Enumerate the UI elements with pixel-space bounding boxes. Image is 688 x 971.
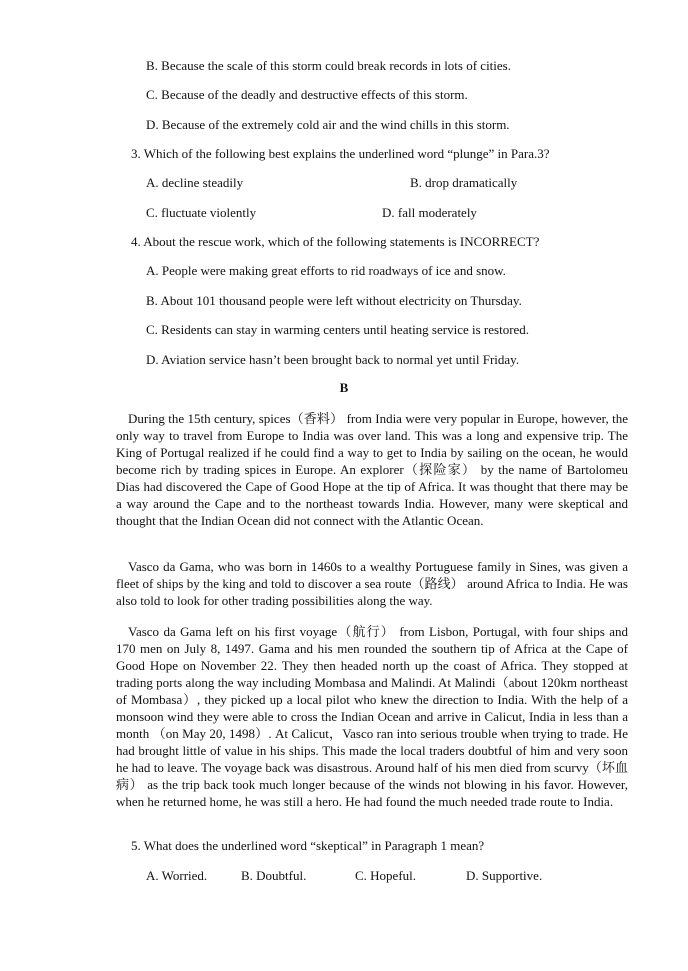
q4-option-d: D. Aviation service hasn’t been brought back to normal yet until Friday. [146,352,520,367]
q3-option-d: D. fall moderately [382,205,477,220]
q5-option-c: C. Hopeful. [355,868,417,883]
q5-option-b: B. Doubtful. [241,868,307,883]
q2-option-d: D. Because of the extremely cold air and the wind chills in this storm. [146,117,510,132]
passage-paragraph-3 [116,623,628,810]
q5-option-a: A. Worried. [146,868,208,883]
paragraph-text: Vasco da Gama left on his first voyage（航行） from Lisbon, Portugal, with four ships and 170 men on July 8, 1497. Gama and his men rounded the southern tip of Africa at the Cape of Good Hope on November 22. They then headed north up the coast of Africa. They stopped at trading ports along the way including Mombasa and Malindi. At Malindi（about 120km northeast of Mombasa）, they picked up a local pilot who knew the direction to India. With the help of a monsoon wind they were able to cross the Indian Ocean and arrive in Calicut, India in less than a month （on May 20, 1498）. At Calicut，Vasco ran into serious trouble when trying to trade. He had brought little of value in his ships. This made the local traders doubtful of him and very soon he had to leave. The voyage back was disastrous. Around half of his men died from scurvy（坏血病） as the trip back took much longer because of the winds not blowing in his favor. However, when he returned home, he was still a hero. He had found the much needed trade route to India. [116,624,628,809]
passage-paragraph-1 [116,410,628,529]
q4-option-b: B. About 101 thousand people were left without electricity on Thursday. [146,293,522,308]
q2-option-c: C. Because of the deadly and destructive effects of this storm. [146,87,468,102]
q3-stem: 3. Which of the following best explains the underlined word “plunge” in Para.3? [131,146,550,161]
paragraph-text: Vasco da Gama, who was born in 1460s to a wealthy Portuguese family in Sines, was given a fleet of ships by the king and told to discover a sea route（路线） around Africa to India. He was also told to look for other trading possibilities along the way. [116,559,628,608]
q5-stem: 5. What does the underlined word “skeptical” in Paragraph 1 mean? [131,838,485,853]
q3-option-c: C. fluctuate violently [146,205,257,220]
q5-option-d: D. Supportive. [466,868,543,883]
q3-option-b: B. drop dramatically [410,175,518,190]
q4-option-c: C. Residents can stay in warming centers until heating service is restored. [146,322,530,337]
section-title: B [339,380,349,395]
q4-stem: 4. About the rescue work, which of the following statements is INCORRECT? [131,234,540,249]
paragraph-text: During the 15th century, spices（香料） from India were very popular in Europe, however, the only way to travel from Europe to India was over land. This was a long and expensive trip. The King of Portugal realized if he could find a way to get to India by sailing on the ocean, he would become rich by trading spices in Europe. An explorer（探险家） by the name of Bartolomeu Dias had discovered the Cape of Good Hope at the tip of Africa. It was thought that there may be a way around the Cape and to the northeast towards India. However, many were skeptical and thought that the Indian Ocean did not connect with the Atlantic Ocean. [116,411,628,528]
passage-paragraph-2 [116,558,628,609]
q4-option-a: A. People were making great efforts to rid roadways of ice and snow. [146,263,506,278]
q2-option-b: B. Because the scale of this storm could break records in lots of cities. [146,58,511,73]
q3-option-a: A. decline steadily [146,175,244,190]
